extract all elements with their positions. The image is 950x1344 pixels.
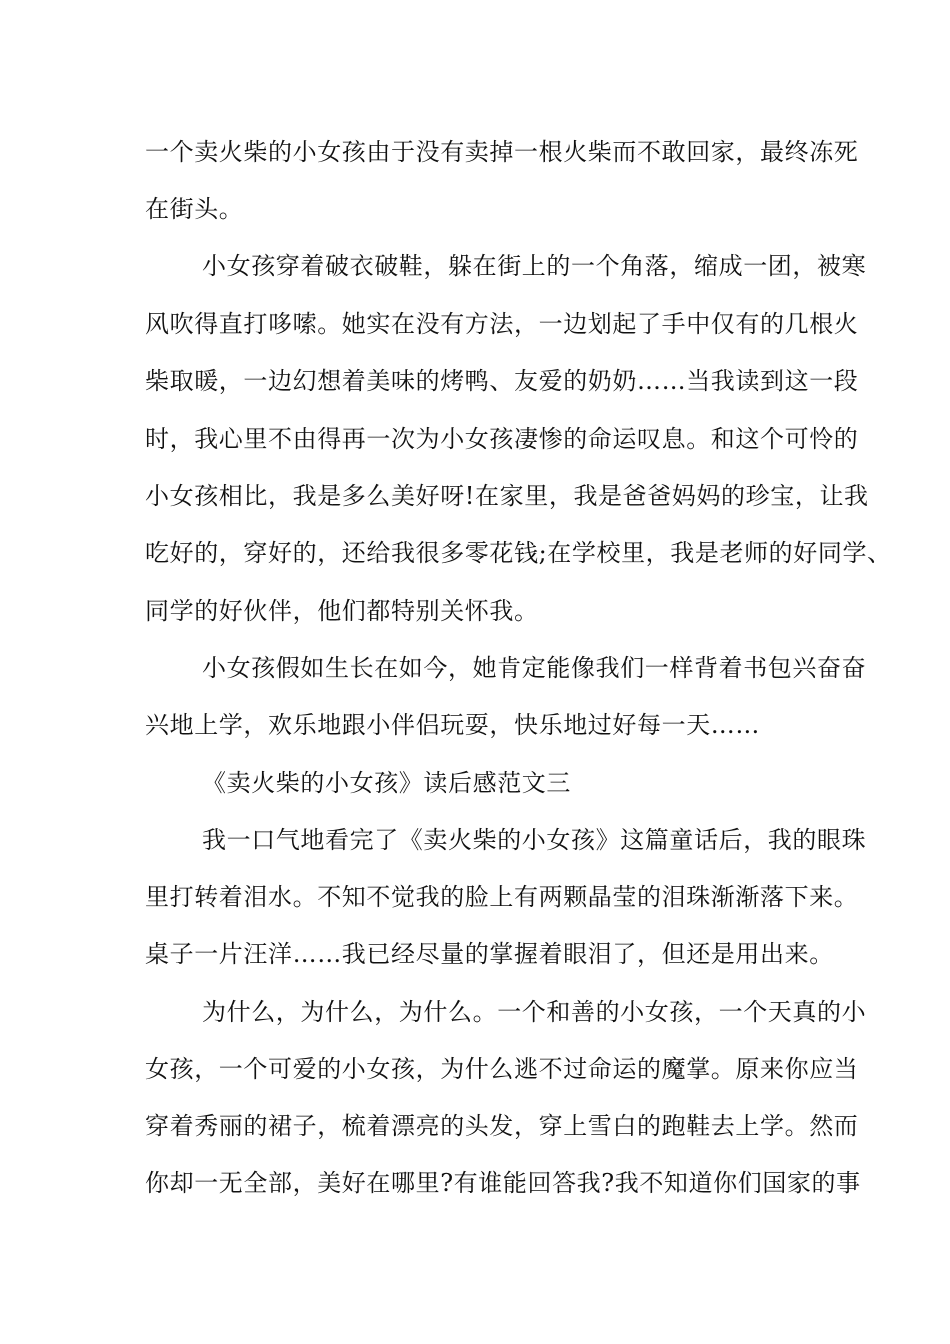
- text-line: 你却一无全部，美好在哪里?有谁能回答我?我不知道你们国家的事: [145, 1169, 861, 1197]
- text-line: 女孩，一个可爱的小女孩，为什么逃不过命运的魔掌。原来你应当: [145, 1055, 859, 1083]
- text-line: 我一口气地看完了《卖火柴的小女孩》这篇童话后，我的眼珠: [202, 826, 867, 854]
- section-heading: 《卖火柴的小女孩》读后感范文三: [202, 769, 571, 797]
- text-line: 吃好的，穿好的，还给我很多零花钱;在学校里，我是老师的好同学、: [145, 539, 892, 567]
- text-line: 里打转着泪水。不知不觉我的脸上有两颗晶莹的泪珠渐渐落下来。: [145, 883, 859, 911]
- text-line: 为什么，为什么，为什么。一个和善的小女孩，一个天真的小: [202, 998, 867, 1026]
- text-line: 风吹得直打哆嗦。她实在没有方法，一边划起了手中仅有的几根火: [145, 310, 859, 338]
- text-line: 兴地上学，欢乐地跟小伴侣玩耍，快乐地过好每一天……: [145, 711, 760, 739]
- text-line: 在街头。: [145, 195, 244, 223]
- text-line: 一个卖火柴的小女孩由于没有卖掉一根火柴而不敢回家，最终冻死: [145, 138, 859, 166]
- text-line: 小女孩相比，我是多么美好呀!在家里，我是爸爸妈妈的珍宝，让我: [145, 482, 869, 510]
- text-line: 穿着秀丽的裙子，梳着漂亮的头发，穿上雪白的跑鞋去上学。然而: [145, 1112, 859, 1140]
- text-line: 小女孩穿着破衣破鞋，躲在街上的一个角落，缩成一团，被寒: [202, 252, 867, 280]
- text-line: 时，我心里不由得再一次为小女孩凄惨的命运叹息。和这个可怜的: [145, 425, 859, 453]
- text-line: 柴取暖，一边幻想着美味的烤鸭、友爱的奶奶……当我读到这一段: [145, 367, 859, 395]
- text-line: 桌子一片汪洋……我已经尽量的掌握着眼泪了，但还是用出来。: [145, 940, 834, 968]
- text-line: 同学的好伙伴，他们都特别关怀我。: [145, 597, 539, 625]
- text-line: 小女孩假如生长在如今，她肯定能像我们一样背着书包兴奋奋: [202, 654, 867, 682]
